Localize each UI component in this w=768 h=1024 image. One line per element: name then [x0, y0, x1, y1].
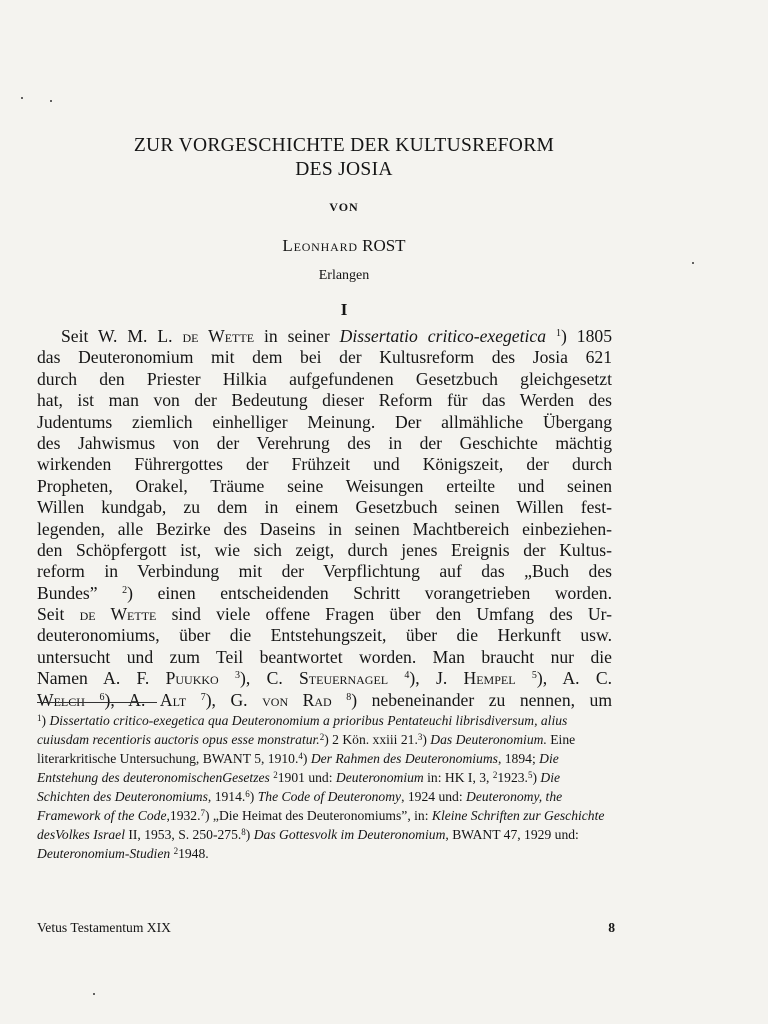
body-line: [37, 604, 612, 625]
italic-title: Die Schichten des Deuteronomiums: [37, 770, 561, 804]
scan-speck: [21, 97, 23, 99]
text-run: 1901 und:: [277, 770, 336, 785]
text-run: untersucht und zum Teil beantwortet worden. Man braucht nur die: [37, 646, 612, 667]
body-line: [37, 390, 612, 411]
author-last-name: ROST: [362, 236, 406, 255]
footnote-line: [55, 827, 241, 842]
text-run: Seit: [37, 604, 80, 625]
text-run: ), J.: [409, 668, 464, 689]
text-run: [332, 690, 347, 710]
section-heading: I: [340, 300, 348, 319]
text-run: , 1924 und:: [401, 789, 467, 804]
body-line: [37, 347, 612, 368]
text-run: in: HK I, 3,: [423, 770, 493, 785]
text-run: reform in Verbindung mit der Verpflichtung auf das „Buch des: [37, 561, 612, 582]
text-run: Propheten, Orakel, Träume seine Weisungen erteilte und seinen: [37, 475, 612, 496]
italic-title: Das Deuteronomium.: [430, 732, 547, 747]
footnote-number: 2: [273, 770, 278, 780]
footnotes: [37, 711, 615, 863]
text-run: , 1894;: [497, 751, 540, 766]
text-run: deuteronomiums, über die Entstehungszeit, über die Herkunft usw.: [37, 625, 612, 646]
text-run: den Schöpfergott ist, wie sich zeigt, durch jenes Ereignis der Kultus-: [37, 539, 612, 560]
footnote-reference: 3: [235, 670, 241, 682]
text-run: ) 2 Kön. xxiii 21.: [324, 732, 418, 747]
text-run: ), G.: [205, 689, 263, 710]
italic-title: Gesetzes: [222, 770, 270, 785]
body-line: [37, 326, 612, 347]
italic-title: Dissertatio critico-exegetica qua Deuteronomium a prioribus Pentateuchi libris: [49, 713, 485, 728]
text-run: Seit W. M. L.: [61, 326, 183, 346]
text-run: durch den Priester Hilkia aufgefundenen Gesetzbuch gleichgesetzt: [37, 368, 612, 389]
footnote-number: 5: [527, 770, 533, 780]
author-affiliation: Erlangen: [318, 268, 370, 283]
text-run: ): [532, 770, 541, 785]
italic-title: diversum, alius cuiusdam recentioris auctoris opus esse monstratur.: [37, 713, 568, 747]
body-line: [37, 433, 612, 454]
small-caps-name: Welch: [37, 689, 85, 710]
text-run: in seiner: [254, 326, 340, 346]
text-run: 1948.: [178, 846, 209, 861]
footnote-reference: 6: [99, 691, 105, 703]
text-run: ), C.: [240, 668, 300, 689]
small-caps-name: Alt: [159, 689, 187, 710]
text-run: des Jahwismus von der Verehrung des in der Geschichte mächtig: [37, 432, 612, 453]
footnote-number: 1: [37, 713, 42, 723]
text-run: ): [41, 713, 50, 728]
italic-title: Kleine Schriften zur Geschichte des: [37, 808, 605, 842]
footnote-line: [37, 713, 484, 728]
footnote-number: 6: [245, 789, 250, 799]
text-run: 1932.: [169, 808, 201, 823]
footnote-number: 3: [417, 732, 423, 742]
italic-title: Dissertatio critico-exegetica: [339, 326, 547, 346]
small-caps-name: de Wette: [79, 604, 157, 625]
text-run: , 1914.: [207, 789, 246, 804]
text-run: ) einen entscheidenden Schritt vorangetrieben worden.: [127, 582, 612, 603]
author-name: [40, 236, 648, 256]
byline-von: VON: [329, 200, 359, 214]
small-caps-name: Hempel: [463, 668, 516, 689]
body-line: [37, 369, 612, 390]
footnote-number: 2: [492, 770, 498, 780]
body-line: [37, 583, 612, 604]
footnote-number: 4: [298, 751, 303, 761]
text-run: [546, 326, 556, 346]
page-number: 8: [608, 920, 615, 935]
italic-title: Der Rahmen des Deuteronomiums: [310, 751, 498, 766]
text-run: Eine literarkritische Untersuchung, BWANT 5, 1910.: [37, 732, 576, 766]
text-run: ): [302, 751, 311, 766]
text-run: Judentums ziemlich einhelliger Meinung. Der allmähliche Übergang: [37, 411, 612, 432]
article-title-line-1: ZUR VORGESCHICHTE DER KULTUSREFORM: [133, 135, 555, 156]
body-line: [37, 497, 612, 518]
text-run: sind viele offene Fragen über den Umfang des Ur-: [156, 604, 612, 625]
footnote-line: [222, 770, 528, 785]
text-run: [85, 690, 100, 710]
italic-title: Deuteronomy, the Framework of the Code: [37, 789, 563, 823]
text-run: ): [249, 789, 258, 804]
journal-name: Vetus Testamentum XIX: [37, 920, 171, 935]
italic-title: Studien: [129, 846, 171, 861]
text-run: das Deuteronomium mit dem bei der Kultusreform des Josia 621: [37, 347, 612, 368]
body-line: [37, 668, 612, 689]
body-line: [37, 476, 612, 497]
footnote-reference: 1: [555, 328, 561, 339]
text-run: Willen kundgab, zu dem in einem Gesetzbuch seinen Willen fest-: [37, 497, 612, 518]
italic-title: Deuteronomium: [335, 770, 424, 785]
body-line: [37, 690, 612, 711]
footnote-number: 2: [173, 846, 179, 856]
text-run: legenden, alle Bezirke des Daseins in seinen Machtbereich einbeziehen-: [37, 518, 612, 539]
text-run: II, 1953, S. 250-275.: [124, 827, 242, 842]
text-run: , BWANT 47, 1929 und:: [445, 827, 579, 842]
text-run: ) „Die Heimat des Deuteronomiums”, in:: [205, 808, 432, 823]
italic-title: The Code of Deuteronomy: [257, 789, 402, 804]
text-run: [186, 690, 201, 710]
text-run: Bundes”: [37, 582, 123, 603]
body-line: [37, 625, 612, 646]
text-run: 1923.: [497, 770, 528, 785]
body-text: [37, 326, 612, 711]
text-run: ), A. C.: [536, 668, 612, 689]
text-run: wirkenden Führergottes der Frühzeit und Königszeit, der durch: [37, 454, 612, 475]
scan-speck: [50, 100, 52, 102]
italic-title: Volkes Israel: [55, 827, 125, 842]
footnote-reference: 5: [531, 670, 537, 682]
small-caps-name: de Wette: [182, 326, 255, 346]
body-line: [37, 540, 612, 561]
footnote-divider: [37, 702, 157, 703]
author-first-name: Leonhard: [282, 236, 358, 255]
article-title-line-2: DES JOSIA: [295, 159, 393, 180]
scan-speck: [93, 993, 95, 995]
text-run: ) nebeneinander zu nennen, um: [351, 689, 613, 710]
italic-title: Deuteronomium-: [37, 846, 130, 861]
footnote-line: [129, 846, 208, 861]
italic-title: Die Entstehung des deuteronomischen: [37, 751, 559, 785]
text-run: ) 1805: [560, 326, 612, 346]
footnote-reference: 7: [200, 691, 206, 703]
body-line: [37, 647, 612, 668]
text-run: ): [245, 827, 254, 842]
body-line: [37, 561, 612, 582]
small-caps-name: Steuernagel: [299, 668, 389, 689]
text-run: ), A.: [104, 689, 160, 710]
page-footer: [37, 920, 615, 936]
text-run: hat, ist man von der Bedeutung dieser Reform für das Werden des: [37, 390, 612, 411]
footnote-number: 7: [200, 808, 205, 818]
body-line: [37, 519, 612, 540]
italic-title: Das Gottesvolk im Deuteronomium: [253, 827, 446, 842]
text-run: Namen A. F.: [37, 668, 166, 689]
text-run: ,: [166, 808, 170, 823]
footnote-number: 2: [319, 732, 325, 742]
body-line: [37, 412, 612, 433]
text-run: [516, 668, 532, 688]
text-run: ): [422, 732, 431, 747]
article-title: [40, 134, 648, 182]
footnote-reference: 2: [122, 584, 128, 596]
footnote-reference: 8: [346, 691, 352, 703]
footnote-number: 8: [241, 827, 246, 837]
footnote-line: [170, 808, 201, 823]
text-run: [219, 668, 235, 688]
text-run: [388, 668, 404, 688]
small-caps-name: Puukko: [165, 668, 219, 689]
scan-speck: [692, 262, 694, 264]
footnote-line: [320, 732, 418, 747]
body-line: [37, 454, 612, 475]
footnote-reference: 4: [404, 670, 410, 682]
small-caps-name: von Rad: [262, 689, 332, 710]
